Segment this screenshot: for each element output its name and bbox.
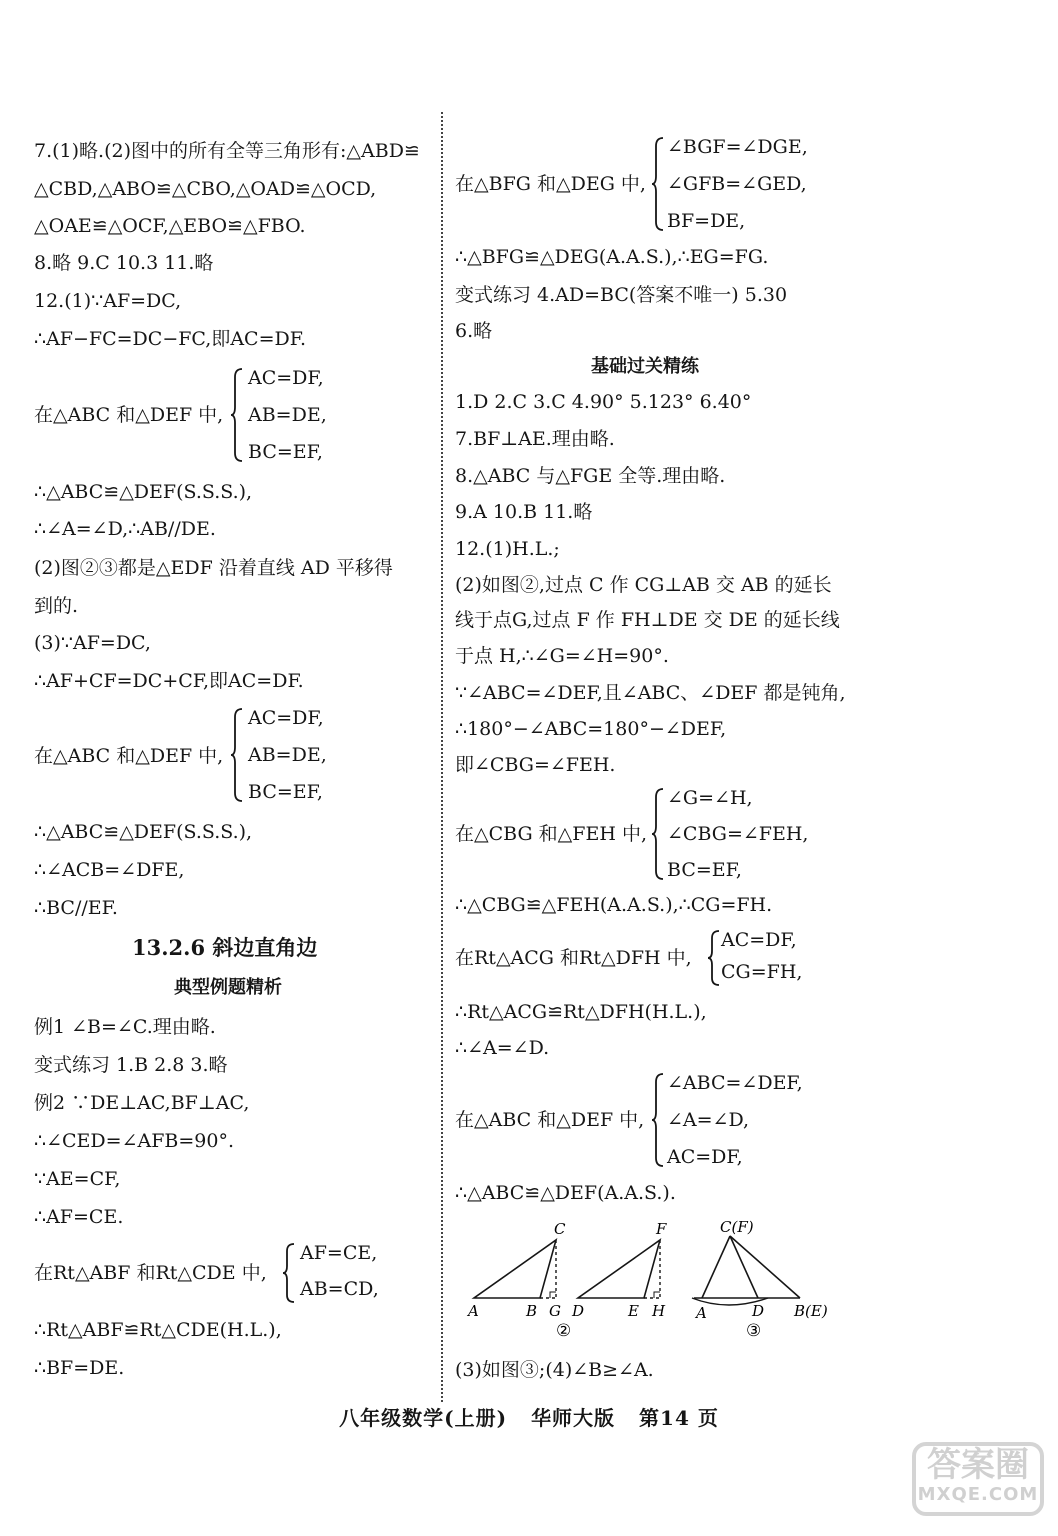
condition-item: ∠A=∠D, [667,1109,750,1131]
text-line: 9.A 10.B 11.略 [455,501,593,523]
figure-number: ③ [746,1321,762,1341]
brace-icon [651,1072,665,1168]
figure-three [692,1218,828,1322]
condition-item: AB=DE, [248,404,327,426]
text-line: 8.略 9.C 10.3 11.略 [34,252,214,274]
text-line: ∴BC//EF. [34,897,118,919]
text-line: 线于点G,过点 F 作 FH⊥DE 交 DE 的延长线 [455,609,840,631]
condition-items [721,927,802,985]
text-line: 7.BF⊥AE.理由略. [455,428,615,450]
condition-items [248,705,327,805]
text-line: ∴Rt△ABF≌Rt△CDE(H.L.), [34,1319,282,1341]
text-line: (2)如图②,过点 C 作 CG⊥AB 交 AB 的延长 [455,574,832,596]
text-line: 1.D 2.C 3.C 4.90° 5.123° 6.40° [455,391,752,413]
point-label: G [549,1302,561,1320]
point-label: B [526,1302,538,1320]
figure-number: ② [556,1321,572,1341]
condition-lead: 在△ABC 和△DEF 中, [34,404,224,426]
condition-item: ∠BGF=∠DGE, [667,136,808,158]
condition-item: ∠GFB=∠GED, [667,173,807,195]
text-line: 例1 ∠B=∠C.理由略. [34,1016,216,1038]
point-label: C [554,1220,566,1238]
figure-two-right [571,1220,667,1320]
condition-lead: 在Rt△ACG 和Rt△DFH 中, [455,947,692,969]
triangle-def [578,1240,660,1298]
point-label: F [656,1220,667,1238]
footer-edition: 华师大版 [531,1406,616,1430]
text-line: 到的. [34,595,79,617]
point-label: C(F) [720,1218,754,1236]
condition-item: AB=DE, [248,744,327,766]
right-angle-mark [550,1292,556,1298]
watermark-url: MXQE.COM [917,1484,1039,1505]
figure-two-left [466,1220,566,1320]
condition-items [667,785,808,883]
text-line: (3)如图③;(4)∠B≥∠A. [455,1359,654,1381]
condition-item: AF=CE, [300,1242,378,1264]
text-line: ∴AF−FC=DC−FC,即AC=DF. [34,328,307,350]
point-label: A [696,1304,707,1322]
condition-item: ∠ABC=∠DEF, [667,1072,803,1094]
text-line: △CBD,△ABO≌△CBO,△OAD≌△OCD, [34,178,377,200]
condition-item: AC=DF, [721,929,797,951]
point-label: D [572,1302,585,1320]
text-line: 8.△ABC 与△FGE 全等.理由略. [455,465,726,487]
condition-item: BC=EF, [667,859,742,881]
condition-item: BF=DE, [667,210,746,232]
condition-items [248,365,327,465]
geometry-figures [458,1214,850,1354]
text-line: ∴BF=DE. [34,1357,125,1379]
text-line: ∵∠ABC=∠DEF,且∠ABC、∠DEF 都是钝角, [455,682,846,704]
text-line: ∴∠CED=∠AFB=90°. [34,1130,234,1152]
condition-item: ∠G=∠H, [667,787,753,809]
condition-items [667,1070,803,1170]
segment-cd [730,1236,758,1298]
text-line: 例2 ∵DE⊥AC,BF⊥AC, [34,1092,250,1114]
text-line: ∵AE=CF, [34,1168,121,1190]
condition-item: BC=EF, [248,441,323,463]
condition-items [300,1240,379,1302]
watermark-text: 答案圈 [927,1445,1029,1485]
text-line: 变式练习 1.B 2.8 3.略 [34,1054,228,1076]
text-line: ∴△ABC≌△DEF(S.S.S.), [34,821,253,843]
condition-lead: 在△ABC 和△DEF 中, [455,1109,645,1131]
condition-item: AB=CD, [300,1278,379,1300]
text-line: △OAE≌△OCF,△EBO≌△FBO. [34,215,306,237]
condition-item: BC=EF, [248,781,323,803]
subsection-title: 基础过关精练 [591,356,699,377]
brace-icon [707,929,721,987]
segment-cb [730,1236,800,1298]
segment-ca [702,1236,730,1298]
condition-item: AC=DF, [248,707,324,729]
footer-grade: 八年级数学(上册) [339,1406,508,1430]
text-line: ∴∠ACB=∠DFE, [34,859,185,881]
condition-item: AC=DF, [667,1146,743,1168]
condition-lead: 在△CBG 和△FEH 中, [455,823,647,845]
watermark-logo [912,1442,1044,1516]
text-line: (2)图②③都是△EDF 沿着直线 AD 平移得 [34,557,393,579]
text-line: ∴180°−∠ABC=180°−∠DEF, [455,718,727,740]
condition-item: AC=DF, [248,367,324,389]
column-divider [441,112,443,1402]
point-label: A [468,1302,479,1320]
triangle-abc [474,1240,556,1298]
condition-lead: 在△BFG 和△DEG 中, [455,173,646,195]
right-angle-mark [654,1292,660,1298]
subsection-title: 典型例题精析 [174,977,282,998]
text-line: ∴△CBG≌△FEH(A.A.S.),∴CG=FH. [455,894,773,916]
page-footer [0,1402,1058,1431]
brace-icon [230,707,244,803]
text-line: 于点 H,∴∠G=∠H=90°. [455,645,669,667]
brace-icon [651,787,665,881]
text-line: 7.(1)略.(2)图中的所有全等三角形有:△ABD≌ [34,140,420,162]
brace-icon [230,367,244,463]
text-line: 12.(1)∵AF=DC, [34,290,182,312]
point-label: H [652,1302,666,1320]
brace-icon [651,136,665,232]
text-line: ∴△ABC≌△DEF(S.S.S.), [34,481,253,503]
section-title: 13.2.6 斜边直角边 [132,935,318,960]
text-line: 即∠CBG=∠FEH. [455,754,616,776]
condition-items [667,134,808,234]
text-line: ∴△BFG≌△DEG(A.A.S.),∴EG=FG. [455,246,769,268]
brace-icon [282,1242,296,1304]
text-line: ∴∠A=∠D,∴AB//DE. [34,518,216,540]
footer-page-number: 第14 页 [639,1406,719,1430]
condition-lead: 在△ABC 和△DEF 中, [34,745,224,767]
condition-item: CG=FH, [721,961,803,983]
text-line: ∴AF+CF=DC+CF,即AC=DF. [34,670,304,692]
text-line: 6.略 [455,320,493,342]
point-label: E [628,1302,639,1320]
text-line: 变式练习 4.AD=BC(答案不唯一) 5.30 [455,284,788,306]
text-line: 12.(1)H.L.; [455,538,560,560]
text-line: ∴AF=CE. [34,1206,124,1228]
text-line: ∴△ABC≌△DEF(A.A.S.). [455,1182,676,1204]
text-line: (3)∵AF=DC, [34,632,151,654]
condition-item: ∠CBG=∠FEH, [667,823,809,845]
text-line: ∴∠A=∠D. [455,1037,550,1059]
point-label: D [752,1302,765,1320]
condition-lead: 在Rt△ABF 和Rt△CDE 中, [34,1262,267,1284]
point-label: B(E) [794,1302,828,1320]
text-line: ∴Rt△ACG≌Rt△DFH(H.L.), [455,1001,707,1023]
